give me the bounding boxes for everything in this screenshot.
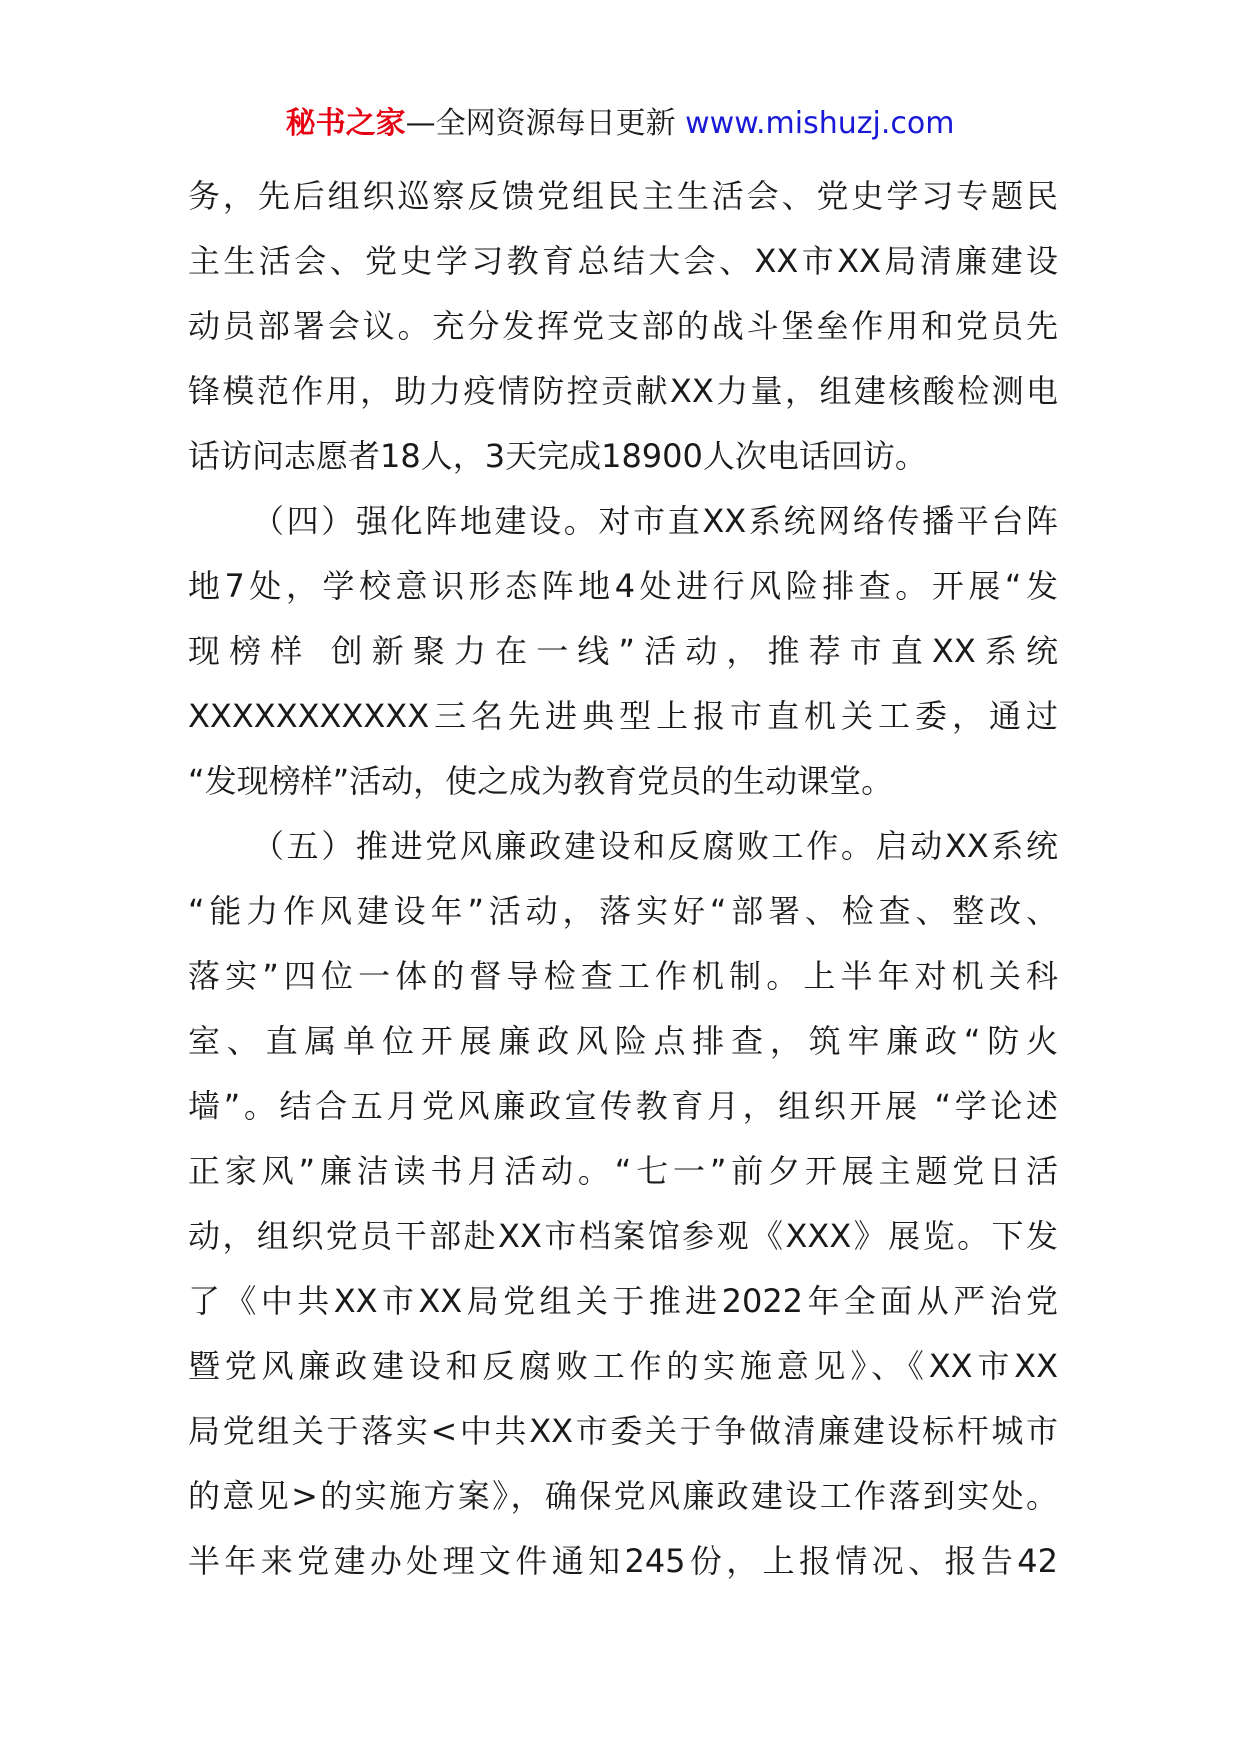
text-line: 半年来党建办处理文件通知245份，上报情况、报告42 xyxy=(188,1542,1058,1580)
text-line: XXXXXXXXXXX三名先进典型上报市直机关工委，通过 xyxy=(188,697,1058,735)
text-line: 的意见>的实施方案》，确保党风廉政建设工作落到实处。 xyxy=(188,1477,1058,1515)
text-line: 正家风”廉洁读书月活动。“七一”前夕开展主题党日活 xyxy=(188,1152,1058,1190)
text-line: 落实”四位一体的督导检查工作机制。上半年对机关科 xyxy=(188,957,1058,995)
banner-slogan: —全网资源每日更新 xyxy=(405,106,686,141)
text-line: 务，先后组织巡察反馈党组民主生活会、党史学习专题民 xyxy=(188,177,1058,215)
section-heading-line: （五）推进党风廉政建设和反腐败工作。启动XX系统 xyxy=(252,827,1058,865)
site-url-link[interactable]: www.mishuzj.com xyxy=(685,106,955,141)
text-line: 暨党风廉政建设和反腐败工作的实施意见》、《XX市XX xyxy=(188,1347,1058,1385)
brand-name: 秘书之家 xyxy=(285,106,406,141)
text-line: 主生活会、党史学习教育总结大会、XX市XX局清廉建设 xyxy=(188,242,1058,280)
text-line: 墙”。结合五月党风廉政宣传教育月，组织开展 “学论述 xyxy=(188,1087,1058,1125)
text-line: “能力作风建设年”活动，落实好“部署、检查、整改、 xyxy=(188,892,1058,930)
text-line: 局党组关于落实<中共XX市委关于争做清廉建设标杆城市 xyxy=(188,1412,1058,1450)
text-line: 锋模范作用，助力疫情防控贡献XX力量，组建核酸检测电 xyxy=(188,372,1058,410)
text-line: 现榜样 创新聚力在一线”活动，推荐市直XX系统 xyxy=(188,632,1058,670)
section-heading-line: （四）强化阵地建设。对市直XX系统网络传播平台阵 xyxy=(252,502,1058,540)
text-line: 动，组织党员干部赴XX市档案馆参观《XXX》展览。下发 xyxy=(188,1217,1058,1255)
text-line: 地7处，学校意识形态阵地4处进行风险排查。开展“发 xyxy=(188,567,1058,605)
text-line: 动员部署会议。充分发挥党支部的战斗堡垒作用和党员先 xyxy=(188,307,1058,345)
text-line: 了《中共XX市XX局党组关于推进2022年全面从严治党 xyxy=(188,1282,1058,1320)
site-banner xyxy=(0,104,1240,144)
text-line: “发现榜样”活动，使之成为教育党员的生动课堂。 xyxy=(188,762,894,800)
document-body xyxy=(188,164,1058,1594)
text-line: 话访问志愿者18人，3天完成18900人次电话回访。 xyxy=(188,437,927,475)
text-line: 室、直属单位开展廉政风险点排查，筑牢廉政“防火 xyxy=(188,1022,1058,1060)
